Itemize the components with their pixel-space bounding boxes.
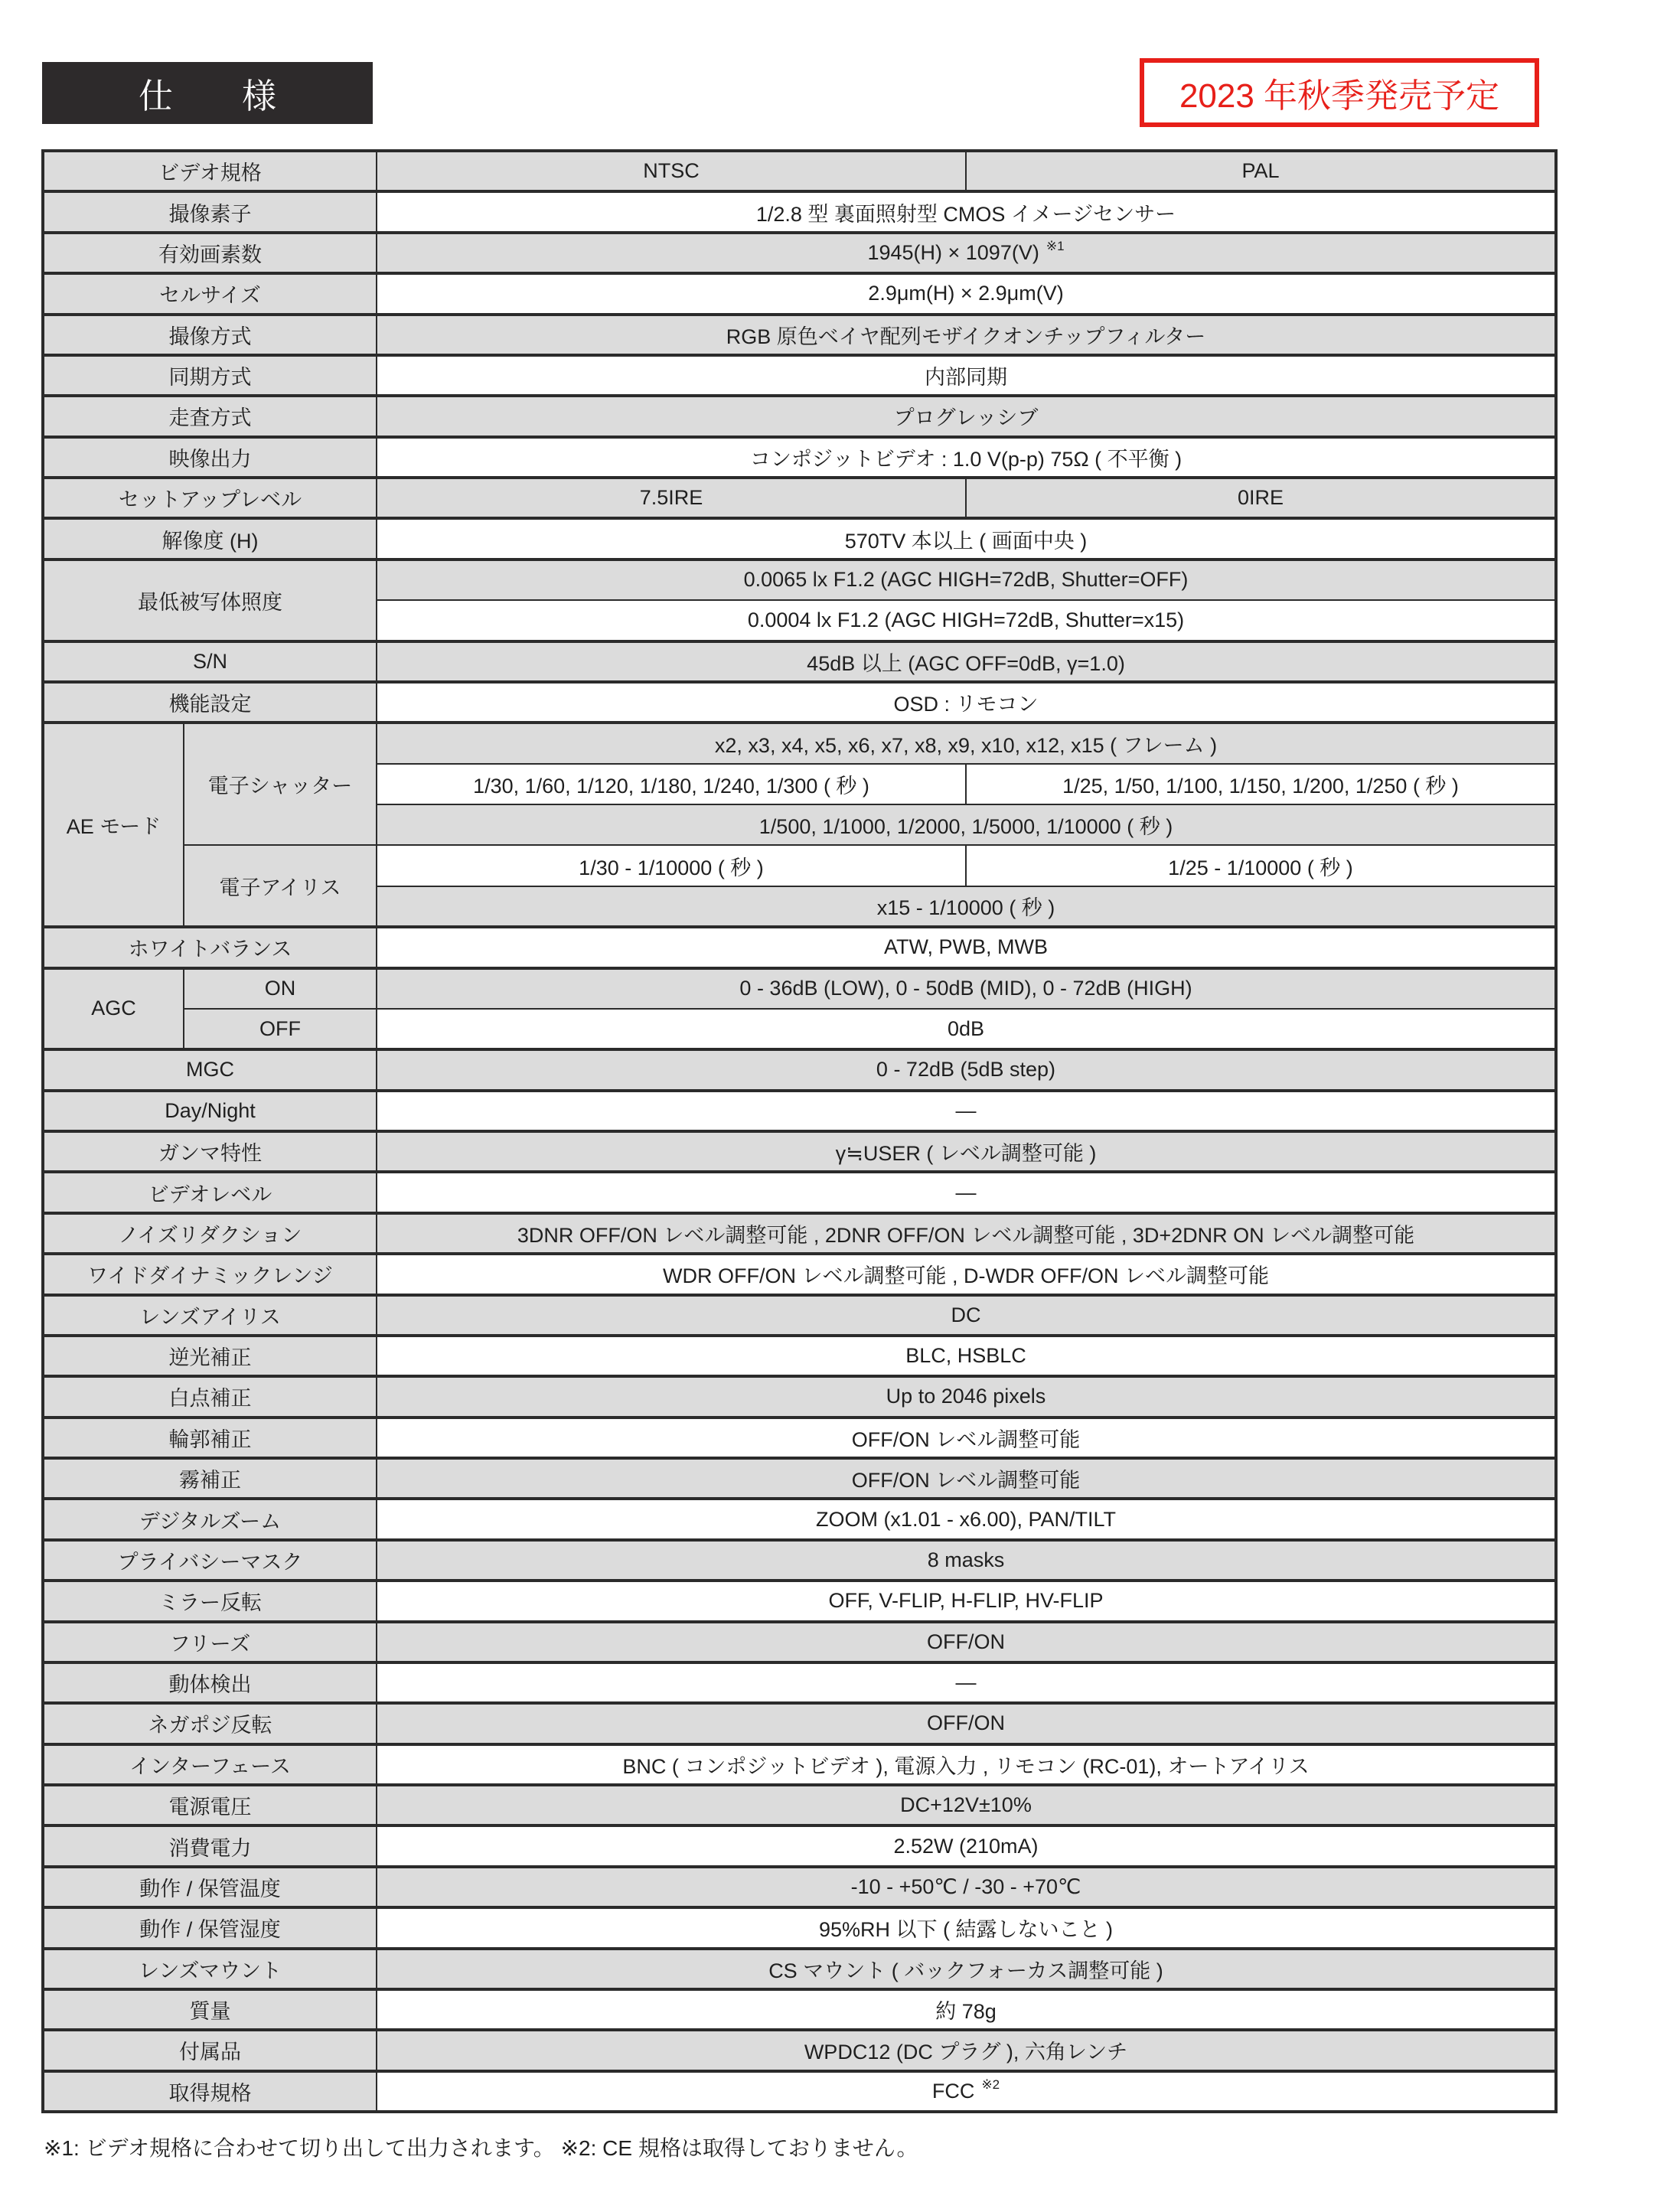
spec-row-humidity <box>43 1907 1556 1948</box>
spec-label-agc-on: ON <box>184 968 377 1009</box>
spec-label-imaging-method: 撮像方式 <box>43 315 377 355</box>
spec-label-nega-posi: ネガポジ反転 <box>43 1703 377 1744</box>
spec-value-privacy-mask: 8 masks <box>377 1540 1556 1581</box>
spec-row-ae-mode <box>43 723 1556 763</box>
spec-row-image-sensor <box>43 191 1556 232</box>
spec-value-setup-level-pal: 0IRE <box>966 478 1556 518</box>
spec-row-privacy-mask <box>43 1540 1556 1581</box>
spec-row-cell-size <box>43 273 1556 314</box>
spec-label-privacy-mask: プライバシーマスク <box>43 1540 377 1581</box>
spec-row-certification <box>43 2071 1556 2112</box>
spec-value-sync: 内部同期 <box>377 355 1556 396</box>
spec-row-video-level <box>43 1172 1556 1212</box>
spec-value-white-pixel: Up to 2046 pixels <box>377 1376 1556 1417</box>
spec-value-min-illumination-2: 0.0004 lx F1.2 (AGC HIGH=72dB, Shutter=x15) <box>377 600 1556 641</box>
spec-label-white-pixel: 白点補正 <box>43 1376 377 1417</box>
spec-row-freeze <box>43 1622 1556 1662</box>
spec-row-accessories <box>43 2030 1556 2070</box>
spec-label-resolution: 解像度 (H) <box>43 518 377 559</box>
spec-row-min-illumination <box>43 560 1556 600</box>
spec-value-iris-ntsc: 1/30 - 1/10000 ( 秒 ) <box>377 845 966 886</box>
spec-label-setup-level: セットアップレベル <box>43 478 377 518</box>
spec-label-blc: 逆光補正 <box>43 1336 377 1376</box>
spec-row-power-voltage <box>43 1785 1556 1825</box>
spec-value-humidity: 95%RH 以下 ( 結露しないこと ) <box>377 1907 1556 1948</box>
spec-label-interface: インターフェース <box>43 1744 377 1785</box>
spec-value-nega-posi: OFF/ON <box>377 1703 1556 1744</box>
spec-label-video-level: ビデオレベル <box>43 1172 377 1212</box>
spec-label-temperature: 動作 / 保管温度 <box>43 1867 377 1907</box>
spec-label-lens-iris: レンズアイリス <box>43 1295 377 1336</box>
spec-label-min-illumination: 最低被写体照度 <box>43 560 377 641</box>
spec-value-video-output: コンポジットビデオ : 1.0 V(p-p) 75Ω ( 不平衡 ) <box>377 437 1556 478</box>
spec-value-imaging-method: RGB 原色ベイヤ配列モザイクオンチップフィルター <box>377 315 1556 355</box>
spec-row-motion-detect <box>43 1662 1556 1703</box>
spec-label-mirror: ミラー反転 <box>43 1581 377 1621</box>
spec-value-mirror: OFF, V-FLIP, H-FLIP, HV-FLIP <box>377 1581 1556 1621</box>
spec-row-electronic-iris <box>43 845 1556 886</box>
spec-label-sync: 同期方式 <box>43 355 377 396</box>
spec-row-digital-zoom <box>43 1499 1556 1539</box>
spec-label-weight: 質量 <box>43 1989 377 2030</box>
spec-value-lens-mount: CS マウント ( バックフォーカス調整可能 ) <box>377 1949 1556 1989</box>
spec-label-video-output: 映像出力 <box>43 437 377 478</box>
spec-row-lens-mount <box>43 1949 1556 1989</box>
spec-row-power-consumption <box>43 1825 1556 1866</box>
spec-label-power-consumption: 消費電力 <box>43 1825 377 1866</box>
spec-value-image-sensor: 1/2.8 型 裏面照射型 CMOS イメージセンサー <box>377 191 1556 232</box>
spec-value-min-illumination-1: 0.0065 lx F1.2 (AGC HIGH=72dB, Shutter=OFF) <box>377 560 1556 600</box>
spec-row-function-setting <box>43 682 1556 723</box>
spec-row-edge <box>43 1418 1556 1458</box>
spec-row-sync <box>43 355 1556 396</box>
spec-value-function-setting: OSD : リモコン <box>377 682 1556 723</box>
spec-value-video-standard-ntsc: NTSC <box>377 151 966 191</box>
spec-label-function-setting: 機能設定 <box>43 682 377 723</box>
spec-row-agc-on <box>43 968 1556 1009</box>
spec-label-lens-mount: レンズマウント <box>43 1949 377 1989</box>
footnote-text: ※1: ビデオ規格に合わせて切り出して出力されます。 ※2: CE 規格は取得しておりません。 <box>44 2136 918 2160</box>
spec-value-agc-off: 0dB <box>377 1009 1556 1049</box>
spec-value-shutter-pal: 1/25, 1/50, 1/100, 1/150, 1/200, 1/250 ( 秒 ) <box>966 764 1556 804</box>
spec-row-temperature <box>43 1867 1556 1907</box>
spec-label-power-voltage: 電源電圧 <box>43 1785 377 1825</box>
spec-label-defog: 霧補正 <box>43 1458 377 1499</box>
release-note-box <box>1140 58 1539 127</box>
spec-value-wdr: WDR OFF/ON レベル調整可能 , D-WDR OFF/ON レベル調整可能 <box>377 1254 1556 1294</box>
spec-value-shutter-fast: 1/500, 1/1000, 1/2000, 1/5000, 1/10000 ( 秒 ) <box>377 804 1556 845</box>
spec-label-wdr: ワイドダイナミックレンジ <box>43 1254 377 1294</box>
spec-label-mgc: MGC <box>43 1049 377 1090</box>
spec-label-effective-pixels: 有効画素数 <box>43 233 377 273</box>
spec-value-interface: BNC ( コンポジットビデオ ), 電源入力 , リモコン (RC-01), オートアイリス <box>377 1744 1556 1785</box>
spec-value-setup-level-ntsc: 7.5IRE <box>377 478 966 518</box>
spec-value-agc-on: 0 - 36dB (LOW), 0 - 50dB (MID), 0 - 72dB (HIGH) <box>377 968 1556 1009</box>
spec-value-certification <box>377 2071 1556 2112</box>
spec-row-effective-pixels <box>43 233 1556 273</box>
footnote-ref-1: ※1 <box>1046 238 1065 253</box>
spec-label-electronic-shutter: 電子シャッター <box>184 723 377 845</box>
spec-value-defog: OFF/ON レベル調整可能 <box>377 1458 1556 1499</box>
spec-value-edge: OFF/ON レベル調整可能 <box>377 1418 1556 1458</box>
spec-label-day-night: Day/Night <box>43 1091 377 1131</box>
spec-row-white-balance <box>43 927 1556 967</box>
spec-value-accessories: WPDC12 (DC プラグ ), 六角レンチ <box>377 2030 1556 2070</box>
spec-value-temperature: -10 - +50℃ / -30 - +70℃ <box>377 1867 1556 1907</box>
spec-label-gamma: ガンマ特性 <box>43 1131 377 1172</box>
certification-text: FCC <box>931 2079 975 2103</box>
spec-value-iris-pal: 1/25 - 1/10000 ( 秒 ) <box>966 845 1556 886</box>
spec-row-imaging-method <box>43 315 1556 355</box>
spec-label-humidity: 動作 / 保管湿度 <box>43 1907 377 1948</box>
spec-label-digital-zoom: デジタルズーム <box>43 1499 377 1539</box>
spec-value-lens-iris: DC <box>377 1295 1556 1336</box>
spec-value-weight: 約 78g <box>377 1989 1556 2030</box>
spec-value-noise-reduction: 3DNR OFF/ON レベル調整可能 , 2DNR OFF/ON レベル調整可能 , 3D+2DNR ON レベル調整可能 <box>377 1213 1556 1254</box>
spec-value-shutter-frames: x2, x3, x4, x5, x6, x7, x8, x9, x10, x12, x15 ( フレーム ) <box>377 723 1556 763</box>
spec-label-electronic-iris: 電子アイリス <box>184 845 377 927</box>
spec-row-video-output <box>43 437 1556 478</box>
spec-row-gamma <box>43 1131 1556 1172</box>
page-title: 仕 様 <box>138 77 276 116</box>
spec-label-freeze: フリーズ <box>43 1622 377 1662</box>
spec-label-edge: 輪郭補正 <box>43 1418 377 1458</box>
spec-label-agc: AGC <box>43 968 184 1050</box>
spec-value-power-consumption: 2.52W (210mA) <box>377 1825 1556 1866</box>
spec-table <box>41 149 1558 2113</box>
spec-label-image-sensor: 撮像素子 <box>43 191 377 232</box>
spec-value-resolution: 570TV 本以上 ( 画面中央 ) <box>377 518 1556 559</box>
spec-label-sn-ratio: S/N <box>43 641 377 682</box>
spec-label-motion-detect: 動体検出 <box>43 1662 377 1703</box>
spec-value-freeze: OFF/ON <box>377 1622 1556 1662</box>
spec-row-sn-ratio <box>43 641 1556 682</box>
spec-row-white-pixel <box>43 1376 1556 1417</box>
spec-value-motion-detect: ― <box>377 1662 1556 1703</box>
spec-row-day-night <box>43 1091 1556 1131</box>
page-title-box <box>42 62 373 124</box>
spec-label-scan: 走査方式 <box>43 396 377 436</box>
spec-row-wdr <box>43 1254 1556 1294</box>
spec-label-noise-reduction: ノイズリダクション <box>43 1213 377 1254</box>
spec-row-agc-off <box>43 1009 1556 1049</box>
spec-row-blc <box>43 1336 1556 1376</box>
spec-value-scan: プログレッシブ <box>377 396 1556 436</box>
spec-label-white-balance: ホワイトバランス <box>43 927 377 967</box>
spec-row-defog <box>43 1458 1556 1499</box>
spec-label-agc-off: OFF <box>184 1009 377 1049</box>
spec-value-shutter-ntsc: 1/30, 1/60, 1/120, 1/180, 1/240, 1/300 ( 秒 ) <box>377 764 966 804</box>
effective-pixels-text: 1945(H) × 1097(V) <box>867 240 1039 264</box>
spec-value-white-balance: ATW, PWB, MWB <box>377 927 1556 967</box>
spec-value-effective-pixels <box>377 233 1556 273</box>
spec-label-video-standard: ビデオ規格 <box>43 151 377 191</box>
spec-row-weight <box>43 1989 1556 2030</box>
release-note: 2023 年秋季発売予定 <box>1179 77 1500 115</box>
spec-value-sn-ratio: 45dB 以上 (AGC OFF=0dB, γ=1.0) <box>377 641 1556 682</box>
footnote-ref-2: ※2 <box>981 2077 1000 2092</box>
spec-value-digital-zoom: ZOOM (x1.01 - x6.00), PAN/TILT <box>377 1499 1556 1539</box>
spec-value-cell-size: 2.9μm(H) × 2.9μm(V) <box>377 273 1556 314</box>
spec-value-gamma: γ≒USER ( レベル調整可能 ) <box>377 1131 1556 1172</box>
spec-value-blc: BLC, HSBLC <box>377 1336 1556 1376</box>
spec-row-nega-posi <box>43 1703 1556 1744</box>
spec-label-accessories: 付属品 <box>43 2030 377 2070</box>
spec-value-iris-x15: x15 - 1/10000 ( 秒 ) <box>377 886 1556 927</box>
spec-row-mgc <box>43 1049 1556 1090</box>
spec-row-scan <box>43 396 1556 436</box>
spec-value-mgc: 0 - 72dB (5dB step) <box>377 1049 1556 1090</box>
spec-value-video-standard-pal: PAL <box>966 151 1556 191</box>
spec-row-video-standard <box>43 151 1556 191</box>
spec-label-cell-size: セルサイズ <box>43 273 377 314</box>
spec-row-lens-iris <box>43 1295 1556 1336</box>
spec-value-power-voltage: DC+12V±10% <box>377 1785 1556 1825</box>
spec-row-setup-level <box>43 478 1556 518</box>
spec-row-interface <box>43 1744 1556 1785</box>
spec-value-video-level: ― <box>377 1172 1556 1212</box>
spec-row-resolution <box>43 518 1556 559</box>
spec-value-day-night: ― <box>377 1091 1556 1131</box>
spec-row-noise-reduction <box>43 1213 1556 1254</box>
spec-label-certification: 取得規格 <box>43 2071 377 2112</box>
spec-label-ae-mode: AE モード <box>43 723 184 927</box>
spec-row-mirror <box>43 1581 1556 1621</box>
